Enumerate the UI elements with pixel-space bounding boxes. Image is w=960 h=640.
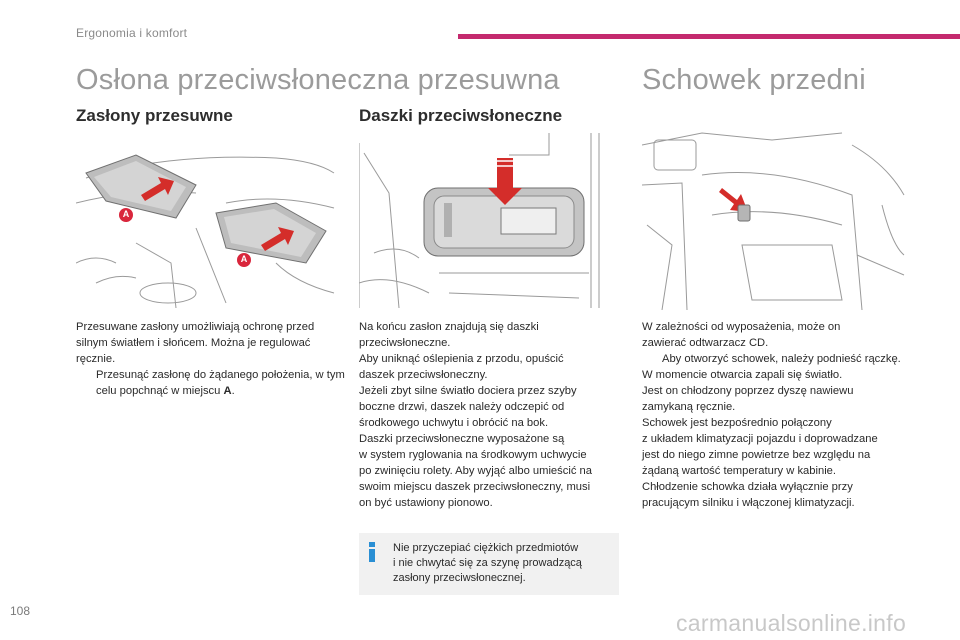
- info-note-text: [393, 541, 613, 586]
- info-note-line: zasłony przeciwsłonecznej.: [393, 572, 526, 584]
- heading-sun-visors: Daszki przeciwsłoneczne: [359, 106, 563, 125]
- info-note-line: Nie przyczepiać ciężkich przedmiotów: [393, 542, 579, 554]
- glovebox-line: jest do niego zimne powietrze bez względu na: [642, 449, 871, 461]
- info-icon: [365, 542, 379, 562]
- sun-visors-line: daszek przeciwsłoneczny.: [359, 369, 488, 381]
- glovebox-line: żądaną wartość temperatury w kabinie.: [642, 465, 837, 477]
- glovebox-line: pracującym silniku i włączonej klimatyzacji.: [642, 497, 855, 509]
- sun-visors-line: boczne drzwi, daszek należy odczepić od: [359, 401, 565, 413]
- sun-visors-line: po zwinięciu rolety. Aby wyjąć albo umieścić na: [359, 465, 592, 477]
- glovebox-instruction: Aby otworzyć schowek, należy podnieść rączkę.: [662, 353, 901, 365]
- instruction-end: .: [231, 385, 235, 397]
- glovebox-line: W momencie otwarcia zapali się światło.: [642, 369, 843, 381]
- sun-visors-line: swoim miejscu daszek przeciwsłoneczny, musi: [359, 481, 591, 493]
- section-accent-bar: [458, 34, 960, 39]
- sun-visors-text: [359, 319, 629, 511]
- glovebox-illustration: [642, 125, 905, 310]
- instruction-marker-ref: A: [223, 385, 232, 397]
- sun-visor-illustration: [359, 133, 619, 308]
- section-label: Ergonomia i komfort: [76, 26, 188, 40]
- sliding-blinds-paragraph: Przesuwane zasłony umożliwiają ochronę przed silnym światłem i słońcem. Można je regulować ręcznie.: [76, 321, 315, 365]
- heading-sliding-blinds: Zasłony przesuwne: [76, 106, 233, 125]
- glovebox-line: z układem klimatyzacji pojazdu i doprowadzane: [642, 433, 878, 445]
- page-title-sun-visor: Osłona przeciwsłoneczna przesuwna: [76, 64, 560, 96]
- marker-a-label: A: [122, 209, 130, 219]
- glovebox-line: Schowek jest bezpośrednio połączony: [642, 417, 832, 429]
- glovebox-bullet: [642, 351, 912, 367]
- page-title-glovebox: Schowek przedni: [642, 64, 866, 96]
- sliding-blinds-bullet: [76, 367, 346, 399]
- sliding-blinds-illustration: [76, 133, 336, 308]
- instruction-text: Przesunąć zasłonę do żądanego położenia, w tym celu popchnąć w miejscu: [96, 369, 345, 397]
- page-number: 108: [10, 604, 31, 618]
- sun-visors-line: Daszki przeciwsłoneczne wyposażone są: [359, 433, 565, 445]
- sun-visors-line: Na końcu zasłon znajdują się daszki: [359, 321, 539, 333]
- glovebox-text: [642, 319, 912, 511]
- sun-visors-line: środkowego uchwytu i obrócić na bok.: [359, 417, 549, 429]
- sun-visors-line: przeciwsłoneczne.: [359, 337, 451, 349]
- watermark: carmanualsonline.info: [676, 610, 907, 636]
- sun-visors-line: Jeżeli zbyt silne światło dociera przez szyby: [359, 385, 577, 397]
- glovebox-line: zamykaną ręcznie.: [642, 401, 736, 413]
- marker-a-label: A: [240, 254, 248, 264]
- bullet-marker: [76, 367, 96, 399]
- bullet-marker: [642, 351, 662, 367]
- glovebox-line: W zależności od wyposażenia, może on: [642, 321, 841, 333]
- sliding-blinds-text: [76, 319, 346, 399]
- sun-visors-line: on być ustawiony pionowo.: [359, 497, 493, 509]
- info-note-line: i nie chwytać się za szynę prowadzącą: [393, 557, 582, 569]
- glovebox-line: zawierać odtwarzacz CD.: [642, 337, 769, 349]
- sun-visors-line: Aby uniknąć oślepienia z przodu, opuścić: [359, 353, 564, 365]
- sliding-blinds-instruction: [96, 367, 346, 399]
- glovebox-line: Chłodzenie schowka działa wyłącznie przy: [642, 481, 853, 493]
- glovebox-line: Jest on chłodzony poprzez dyszę nawiewu: [642, 385, 854, 397]
- sun-visors-line: w system ryglowania na środkowym uchwycie: [359, 449, 587, 461]
